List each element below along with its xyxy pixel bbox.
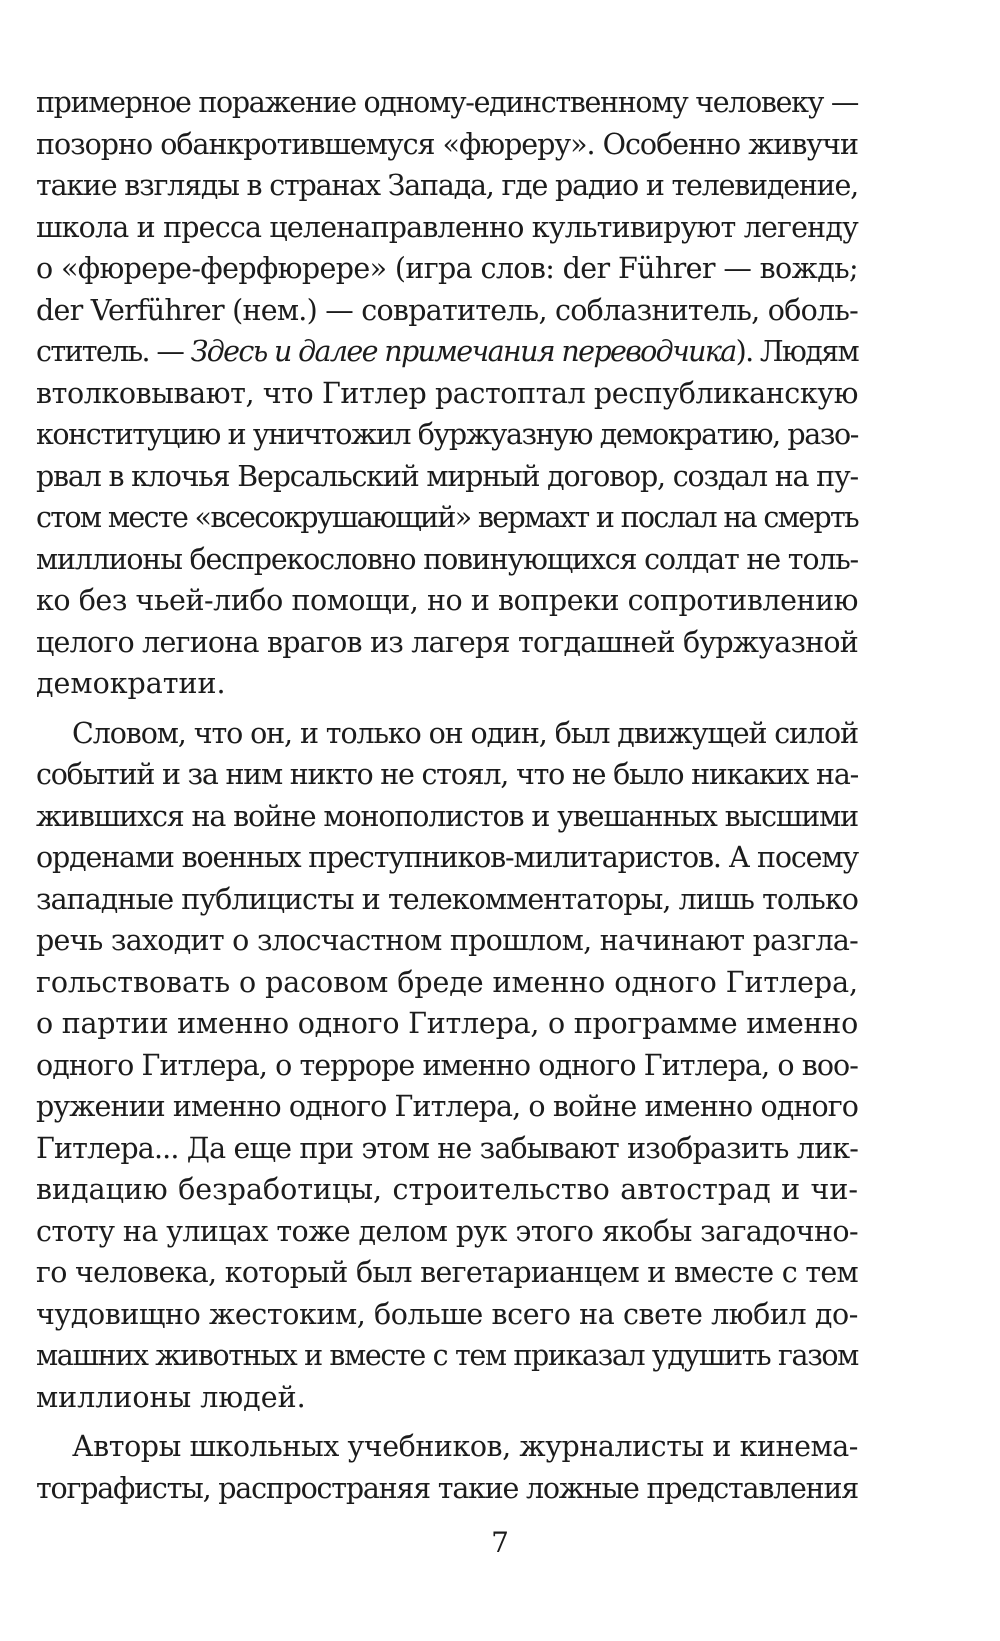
- text-segment: ). Людям: [735, 335, 859, 368]
- text-line: гольствовать о расовом бреде именно одного Гитлера,: [36, 965, 858, 999]
- paragraph-spacer: [36, 1418, 858, 1426]
- translator-note-italic: Здесь и далее примечания переводчика: [190, 335, 736, 368]
- text-line: миллионы людей.: [36, 1380, 306, 1414]
- text-line: чудовищно жестоким, больше всего на свете любил до-: [36, 1297, 858, 1331]
- text-line: видацию безработицы, строительство автострад и чи-: [36, 1173, 858, 1206]
- paragraph-1: [36, 82, 858, 705]
- text-segment: ститель. —: [36, 335, 191, 368]
- text-line-with-translator-note: [36, 331, 858, 373]
- paragraph-3: [36, 1426, 858, 1509]
- text-line: школа и пресса целенаправленно культивируют легенду: [36, 210, 858, 244]
- text-line: втолковывают, что Гитлер растоптал республиканскую: [36, 376, 859, 410]
- text-line: одного Гитлера, о терроре именно одного Гитлера, о воо-: [36, 1048, 858, 1082]
- text-line: рвал в клочья Версальский мирный договор, создал на пу-: [36, 459, 858, 493]
- paragraph-spacer: [36, 705, 858, 713]
- text-line: жившихся на войне монополистов и увешанных высшими: [36, 799, 858, 833]
- text-line: целого легиона врагов из лагеря тогдашней буржуазной: [36, 625, 858, 659]
- text-line: го человека, который был вегетарианцем и вместе с тем: [36, 1256, 858, 1289]
- paragraph-2: [36, 713, 858, 1419]
- text-line: демократии.: [36, 667, 226, 700]
- text-line: западные публицисты и телекомментаторы, лишь только: [36, 882, 858, 916]
- text-line: орденами военных преступников-милитаристов. А посему: [36, 841, 858, 874]
- text-line: ко без чьей-либо помощи, но и вопреки сопротивлению: [36, 584, 858, 617]
- text-line: der Verführer (нем.) — совратитель, соблазнитель, оболь-: [36, 293, 858, 327]
- text-line: о «фюрере-ферфюрере» (игра слов: der Führer — вождь;: [36, 252, 858, 285]
- text-line: о партии именно одного Гитлера, о программе именно: [36, 1007, 858, 1040]
- text-line: речь заходит о злосчастном прошлом, начинают разгла-: [36, 924, 858, 957]
- text-line: стоту на улицах тоже делом рук этого якобы загадочно-: [36, 1214, 858, 1248]
- text-line: стом месте «всесокрушающий» вермахт и послал на смерть: [36, 501, 858, 534]
- body-text: [36, 82, 858, 1509]
- text-line: миллионы беспрекословно повинующихся солдат не толь-: [36, 542, 858, 576]
- text-line: тографисты, распространяя такие ложные представления: [36, 1471, 858, 1505]
- text-line: Авторы школьных учебников, журналисты и кинема-: [72, 1430, 858, 1463]
- text-line: Словом, что он, и только он один, был движущей силой: [72, 716, 858, 750]
- text-line: машних животных и вместе с тем приказал удушить газом: [36, 1339, 858, 1372]
- text-line: Гитлера... Да еще при этом не забывают изобразить лик-: [36, 1131, 858, 1165]
- text-line: конституцию и уничтожил буржуазную демократию, разо-: [36, 418, 858, 451]
- text-line: ружении именно одного Гитлера, о войне именно одного: [36, 1090, 858, 1123]
- text-line: такие взгляды в странах Запада, где радио и телевидение,: [36, 169, 858, 202]
- text-line: событий и за ним никто не стоял, что не было никаких на-: [36, 758, 858, 791]
- text-line: примерное поражение одному-единственному человеку —: [36, 86, 858, 119]
- text-line: позорно обанкротившемуся «фюреру». Особенно живучи: [36, 127, 858, 161]
- page-number: 7: [491, 1526, 509, 1559]
